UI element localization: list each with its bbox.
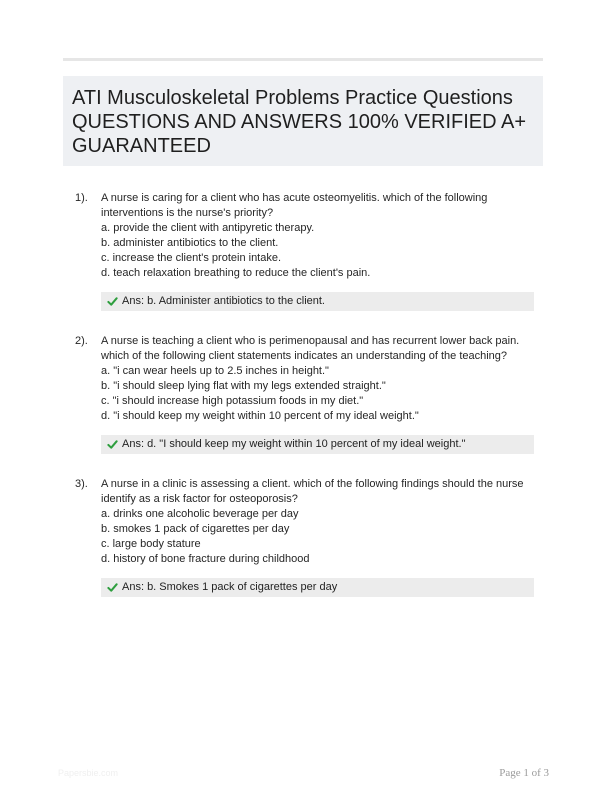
answer-box <box>101 435 534 454</box>
question-item <box>75 477 535 597</box>
footer-watermark: Papersbie.com <box>58 768 119 778</box>
question-item <box>75 191 535 311</box>
answer-box <box>101 578 534 597</box>
answer-option: c. increase the client's protein intake. <box>101 252 282 264</box>
document-title: ATI Musculoskeletal Problems Practice Questions QUESTIONS AND ANSWERS 100% VERIFIED A+ GUARANTEED <box>72 87 527 157</box>
answer-box <box>101 292 534 311</box>
answer-option: d. teach relaxation breathing to reduce the client's pain. <box>101 267 371 279</box>
top-divider <box>63 58 543 61</box>
answer-option: b. smokes 1 pack of cigarettes per day <box>101 523 290 535</box>
answer-option: a. provide the client with antipyretic therapy. <box>101 222 315 234</box>
question-number: 3). <box>75 478 88 490</box>
answer-text: Ans: d. "I should keep my weight within 10 percent of my ideal weight." <box>122 438 466 450</box>
answer-option: b. "i should sleep lying flat with my legs extended straight." <box>101 380 386 392</box>
answer-option: c. "i should increase high potassium foods in my diet." <box>101 395 364 407</box>
title-banner <box>63 76 543 166</box>
answer-option: a. "i can wear heels up to 2.5 inches in height." <box>101 365 329 377</box>
question-text: A nurse in a clinic is assessing a client. which of the following findings should the nurse identify as a risk factor for osteoporosis? <box>101 478 524 505</box>
answer-option: a. drinks one alcoholic beverage per day <box>101 508 299 520</box>
answer-text: Ans: b. Administer antibiotics to the client. <box>122 295 325 307</box>
question-number: 2). <box>75 335 88 347</box>
question-item <box>75 334 535 454</box>
question-text: A nurse is teaching a client who is perimenopausal and has recurrent lower back pain. which of the following client statements indicates an understanding of the teaching? <box>101 335 520 362</box>
question-number: 1). <box>75 192 88 204</box>
answer-text: Ans: b. Smokes 1 pack of cigarettes per day <box>122 581 338 593</box>
answer-option: c. large body stature <box>101 538 201 550</box>
answer-option: d. history of bone fracture during childhood <box>101 553 310 565</box>
check-icon <box>107 439 118 450</box>
answer-option: d. "i should keep my weight within 10 percent of my ideal weight." <box>101 410 419 422</box>
page-number: Page 1 of 3 <box>499 767 549 779</box>
check-icon <box>107 296 118 307</box>
answer-option: b. administer antibiotics to the client. <box>101 237 279 249</box>
check-icon <box>107 582 118 593</box>
question-text: A nurse is caring for a client who has acute osteomyelitis. which of the following interventions is the nurse's priority? <box>101 192 488 219</box>
